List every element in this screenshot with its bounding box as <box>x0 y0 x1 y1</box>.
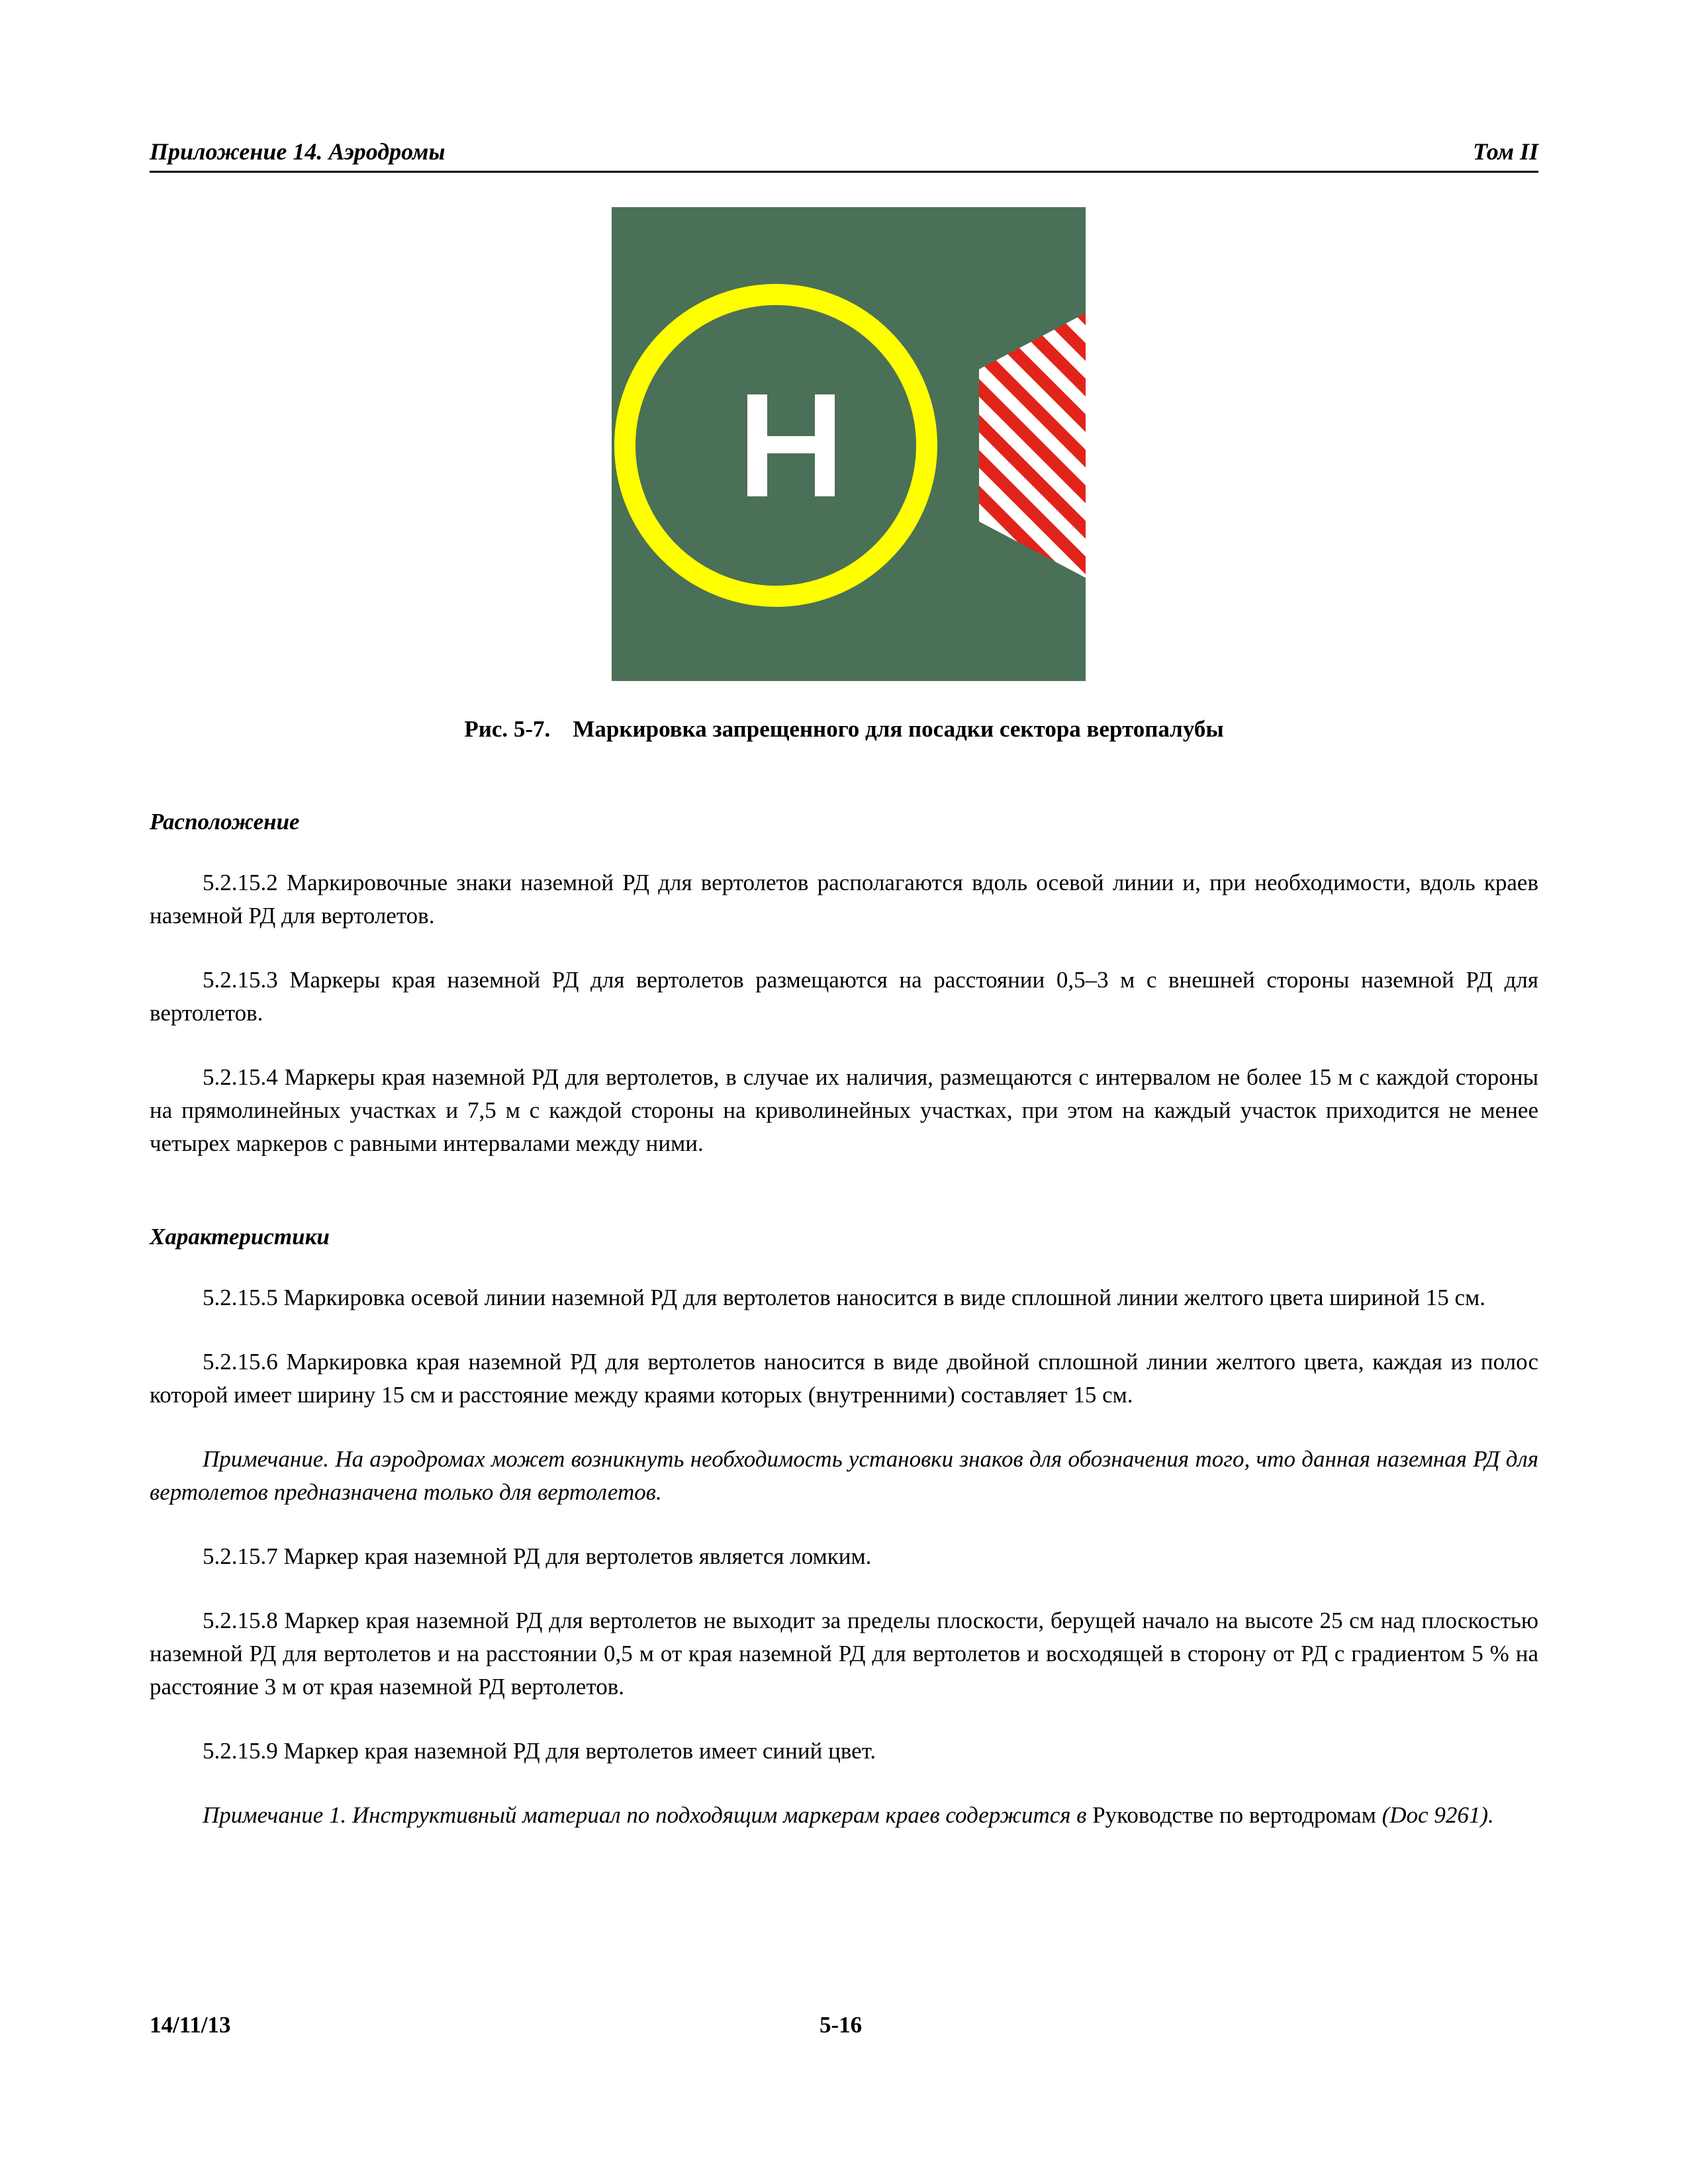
paragraph-5-2-15-9: 5.2.15.9 Маркер края наземной РД для вертолетов имеет синий цвет. <box>203 1738 876 1764</box>
header-volume: Том II <box>1473 138 1538 165</box>
figure-number: Рис. 5-7. <box>464 716 551 742</box>
paragraph-5-2-15-6: 5.2.15.6 Маркировка края наземной РД для вертолетов наносится в виде двойной сплошной линии желтого цвета, каждая из полос которой имеет ширину 15 см и расстояние между краями которых (внутренними) составляет 15 см. <box>150 1349 1538 1408</box>
note-1-text: Примечание 1. Инструктивный материал по подходящим маркерам краев содержится в <box>203 1802 1093 1828</box>
heliport-manual-reference: Руководстве по вертодромам <box>1092 1802 1376 1828</box>
section-heading-characteristics: Характеристики <box>150 1224 330 1250</box>
section-heading-location: Расположение <box>150 809 300 835</box>
helideck-figure <box>612 207 1086 681</box>
figure-caption-text: Маркировка запрещенного для посадки сектора вертопалубы <box>573 716 1224 742</box>
paragraph-5-2-15-7: 5.2.15.7 Маркер края наземной РД для вертолетов является ломким. <box>203 1543 872 1569</box>
paragraph-5-2-15-8: 5.2.15.8 Маркер края наземной РД для вертолетов не выходит за пределы плоскости, берущей начало на высоте 25 см над плоскостью наземной РД для вертолетов и на расстоянии 0,5 м от края наземной РД для вертолетов и восходящей в сторону от РД с градиентом 5 % на расстояние 3 м от края наземной РД вертолетов. <box>150 1608 1538 1700</box>
note-1-guidance <box>150 1799 1538 1832</box>
paragraph-5-2-15-2: 5.2.15.2 Маркировочные знаки наземной РД для вертолетов располагаются вдоль осевой линии и, при необходимости, вдоль краев наземной РД для вертолетов. <box>150 870 1538 929</box>
paragraph-5-2-15-5: 5.2.15.5 Маркировка осевой линии наземной РД для вертолетов наносится в виде сплошной линии желтого цвета шириной 15 см. <box>203 1285 1485 1310</box>
footer-date: 14/11/13 <box>150 2012 231 2038</box>
page-header <box>150 130 1538 173</box>
footer-page-number: 5-16 <box>820 2012 863 2038</box>
paragraph-5-2-15-4: 5.2.15.4 Маркеры края наземной РД для вертолетов, в случае их наличия, размещаются с интервалом не более 15 м с каждой стороны на прямолинейных участках и 7,5 м с каждой стороны на криволинейных участках, при этом на каждый участок приходится не менее четырех маркеров с равными интервалами между ними. <box>150 1064 1538 1156</box>
note-helicopter-signs: Примечание. На аэродромах может возникнуть необходимость установки знаков для обозначения того, что данная наземная РД для вертолетов предназначена только для вертолетов. <box>150 1446 1538 1505</box>
header-title: Приложение 14. Аэродромы <box>150 138 445 165</box>
figure-caption <box>0 716 1688 743</box>
document-body <box>150 809 1538 1832</box>
doc-number-reference: (Doc 9261). <box>1376 1802 1494 1828</box>
paragraph-5-2-15-3: 5.2.15.3 Маркеры края наземной РД для вертолетов размещаются на расстоянии 0,5–3 м с внешней стороны наземной РД для вертолетов. <box>150 967 1538 1026</box>
helideck-marking-illustration <box>612 207 1086 681</box>
